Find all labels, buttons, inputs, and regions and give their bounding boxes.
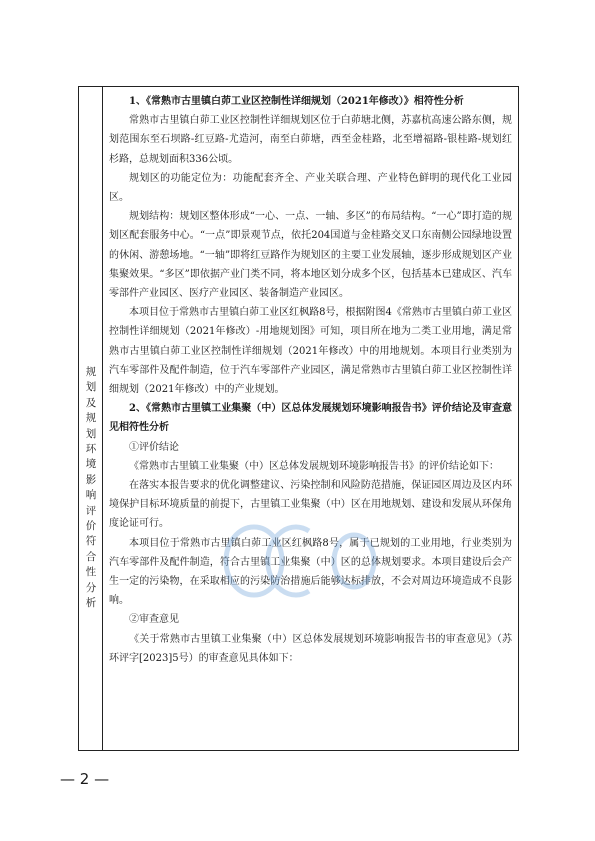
paragraph: 在落实本报告要求的优化调整建议、污染控制和风险防范措施，保证园区周边及区内环境保护目标环境质量的前提下，古里镇工业集聚（中）区在用地规划、建设和发展从环保角度论证可行。 [109, 480, 512, 530]
side-label-char: 性 [85, 566, 97, 579]
side-label-char: 影 [85, 473, 97, 486]
side-label-cell [79, 87, 103, 750]
paragraph: 本项目位于常熟市古里镇白茆工业区红枫路8号，属于已规划的工业用地，行业类别为汽车零部件及配件制造，符合古里镇工业集聚（中）区的总体规划要求。本项目建设后会产生一定的污染物，在采取相应的污染防治措施后能够达标排放，不会对周边环境造成不良影响。 [109, 537, 512, 607]
side-label-char: 价 [85, 520, 97, 533]
side-label-char: 符 [85, 535, 97, 548]
side-label-char: 环 [85, 443, 97, 456]
paragraph: 规划区的功能定位为：功能配套齐全、产业关联合理、产业特色鲜明的现代化工业园区。 [109, 172, 512, 204]
paragraph: 《关于常熟市古里镇工业集聚（中）区总体发展规划环境影响报告书的审查意见》（苏环评字[2023]5号）的审查意见具体如下： [109, 633, 512, 664]
side-label-char: 分 [85, 581, 97, 594]
side-label-char: 响 [85, 489, 97, 502]
section-heading: 2、《常熟市古里镇工业集聚（中）区总体发展规划环境影响报告书》评价结论及审查意见相符性分析 [109, 403, 512, 434]
side-label [79, 365, 103, 612]
paragraph: ①评价结论 [129, 441, 179, 453]
side-label-char: 析 [85, 597, 97, 610]
side-label-char: 划 [85, 381, 97, 394]
side-label-char: 规 [85, 366, 97, 378]
document-table [78, 86, 519, 751]
side-label-char: 合 [85, 550, 97, 563]
page-number: — 2 — [60, 770, 110, 788]
paragraph: 常熟市古里镇白茆工业区控制性详细规划区位于白茆塘北侧，苏嘉杭高速公路东侧，规划范围东至石坝路-红豆路-尤造河，南至白茆塘，西至金桂路，北至增福路-银桂路-规划红杉路，总规划面积336公顷。 [109, 115, 512, 165]
side-label-char: 划 [85, 427, 97, 440]
side-label-char: 境 [85, 458, 97, 471]
side-label-char: 规 [85, 412, 97, 425]
watermark-logo [214, 506, 384, 606]
paragraph: 本项目位于常熟市古里镇白茆工业区红枫路8号，根据附图4《常熟市古里镇白茆工业区控制性详细规划（2021年修改）-用地规划图》可知，项目所在地为二类工业用地，满足常熟市古里镇白茆工业区控制性详细规划（2021年修改）中的用地规划。本项目行业类别为汽车零部件及配件制造，位于汽车零部件产业园区，满足常熟市古里镇白茆工业区控制性详细规划（2021年修改）中的产业规划。 [109, 307, 512, 396]
paragraph: 规划结构：规划区整体形成“一心、一点、一轴、多区”的布局结构。“一心”即打造的规划区配套服务中心。“一点”即景观节点，依托204国道与金桂路交叉口东南侧公园绿地设置的休闲、游憩场地。“一轴”即将红豆路作为规划区的主要工业发展轴，逐步形成规划区产业集聚效果。“多区”即依据产业门类不同，将本地区划分成多个区，包括基本已建成区、汽车零部件产业园区、医疗产业园区、装备制造产业园区。 [109, 211, 512, 300]
side-label-char: 及 [85, 396, 97, 409]
side-label-char: 评 [85, 504, 97, 517]
paragraph: 《常熟市古里镇工业集聚（中）区总体发展规划环境影响报告书》的评价结论如下： [129, 460, 499, 472]
section-heading: 1、《常熟市古里镇白茆工业区控制性详细规划（2021年修改）》相符性分析 [129, 96, 464, 107]
paragraph: ②审查意见 [129, 614, 179, 626]
